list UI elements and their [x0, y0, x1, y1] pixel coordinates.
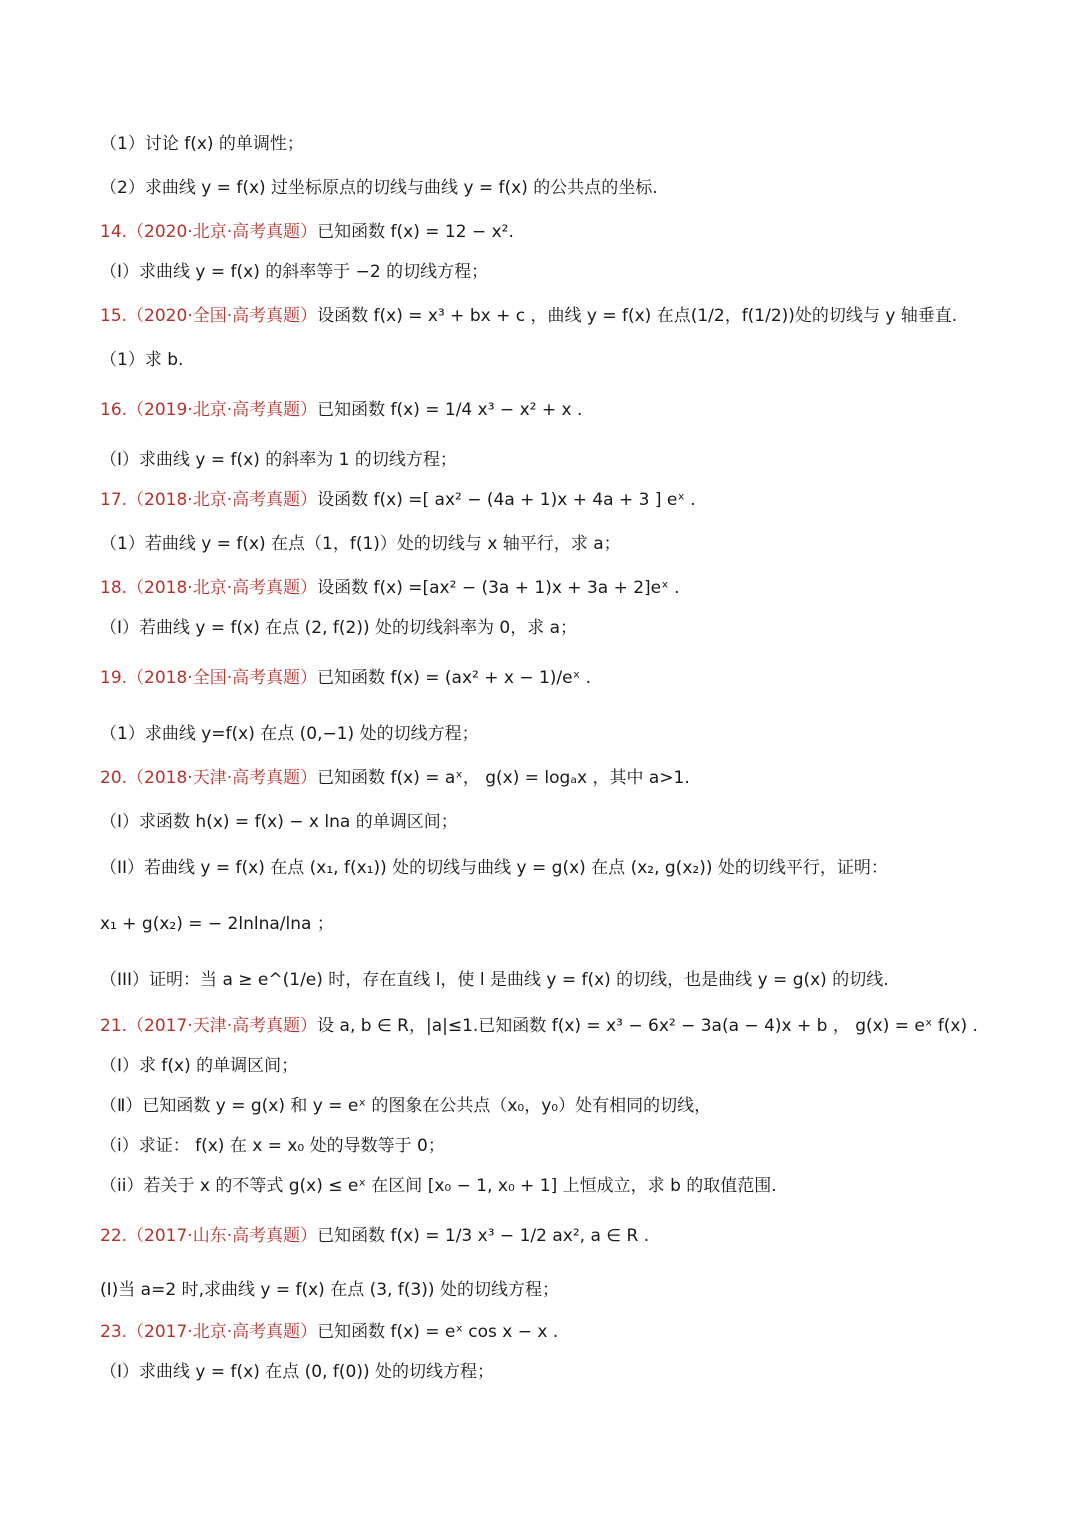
problem-18: 18.（2018·北京·高考真题）设函数 f(x) =[ax² − (3a + 1)x + 3a + 2]eˣ .	[100, 578, 680, 598]
line-17: （II）若曲线 y = f(x) 在点 (x₁, f(x₁)) 处的切线与曲线 y = g(x) 在点 (x₂, g(x₂)) 处的切线平行，证明：	[100, 858, 888, 878]
line-26: (I)当 a=2 时,求曲线 y = f(x) 在点 (3, f(3)) 处的切线方程；	[100, 1280, 559, 1300]
line-1: （1）讨论 f(x) 的单调性；	[100, 134, 304, 154]
line-21: （Ⅰ）求 f(x) 的单调区间；	[100, 1056, 299, 1076]
problem-19: 19.（2018·全国·高考真题）已知函数 f(x) = (ax² + x − 1)/eˣ .	[100, 668, 591, 688]
line-6: （1）求 b.	[100, 350, 184, 370]
line-24: （ii）若关于 x 的不等式 g(x) ≤ eˣ 在区间 [x₀ − 1, x₀ + 1] 上恒成立，求 b 的取值范围.	[100, 1176, 777, 1196]
problem-17: 17.（2018·北京·高考真题）设函数 f(x) =[ ax² − (4a + 1)x + 4a + 3 ] eˣ .	[100, 490, 696, 510]
problem-22: 22.（2017·山东·高考真题）已知函数 f(x) = 1/3 x³ − 1/2 ax², a ∈ R .	[100, 1226, 650, 1246]
line-23: （i）求证： f(x) 在 x = x₀ 处的导数等于 0；	[100, 1136, 445, 1156]
line-16: （I）求函数 h(x) = f(x) − x lna 的单调区间；	[100, 812, 458, 832]
line-4: （Ⅰ）求曲线 y = f(x) 的斜率等于 −2 的切线方程；	[100, 262, 489, 282]
problem-23: 23.（2017·北京·高考真题）已知函数 f(x) = eˣ cos x − x .	[100, 1322, 559, 1342]
line-10: （1）若曲线 y = f(x) 在点（1，f(1)）处的切线与 x 轴平行，求 a；	[100, 534, 621, 554]
line-8: （Ⅰ）求曲线 y = f(x) 的斜率为 1 的切线方程；	[100, 450, 457, 470]
line-19: （III）证明：当 a ≥ e^(1/e) 时，存在直线 l，使 l 是曲线 y = f(x) 的切线，也是曲线 y = g(x) 的切线.	[100, 970, 889, 990]
line-12: （Ⅰ）若曲线 y = f(x) 在点 (2, f(2)) 处的切线斜率为 0，求 a；	[100, 618, 578, 638]
problem-21: 21.（2017·天津·高考真题）设 a, b ∈ R，|a|≤1.已知函数 f(x) = x³ − 6x² − 3a(a − 4)x + b ， g(x) = eˣ f(x) .	[100, 1016, 978, 1036]
line-18: x₁ + g(x₂) = − 2lnlna/lna ；	[100, 914, 334, 934]
line-14: （1）求曲线 y=f(x) 在点 (0,−1) 处的切线方程；	[100, 724, 479, 744]
problem-15: 15.（2020·全国·高考真题）设函数 f(x) = x³ + bx + c ，曲线 y = f(x) 在点(1/2，f(1/2))处的切线与 y 轴垂直.	[100, 306, 958, 326]
problem-20: 20.（2018·天津·高考真题）已知函数 f(x) = aˣ， g(x) = logₐx ，其中 a>1.	[100, 768, 690, 788]
problem-16: 16.（2019·北京·高考真题）已知函数 f(x) = 1/4 x³ − x² + x .	[100, 400, 583, 420]
line-28: （Ⅰ）求曲线 y = f(x) 在点 (0, f(0)) 处的切线方程；	[100, 1362, 495, 1382]
problem-14: 14.（2020·北京·高考真题）已知函数 f(x) = 12 − x².	[100, 222, 514, 242]
line-22: （Ⅱ）已知函数 y = g(x) 和 y = eˣ 的图象在公共点（x₀，y₀）处有相同的切线，	[100, 1096, 712, 1116]
line-2: （2）求曲线 y = f(x) 过坐标原点的切线与曲线 y = f(x) 的公共点的坐标.	[100, 178, 658, 198]
